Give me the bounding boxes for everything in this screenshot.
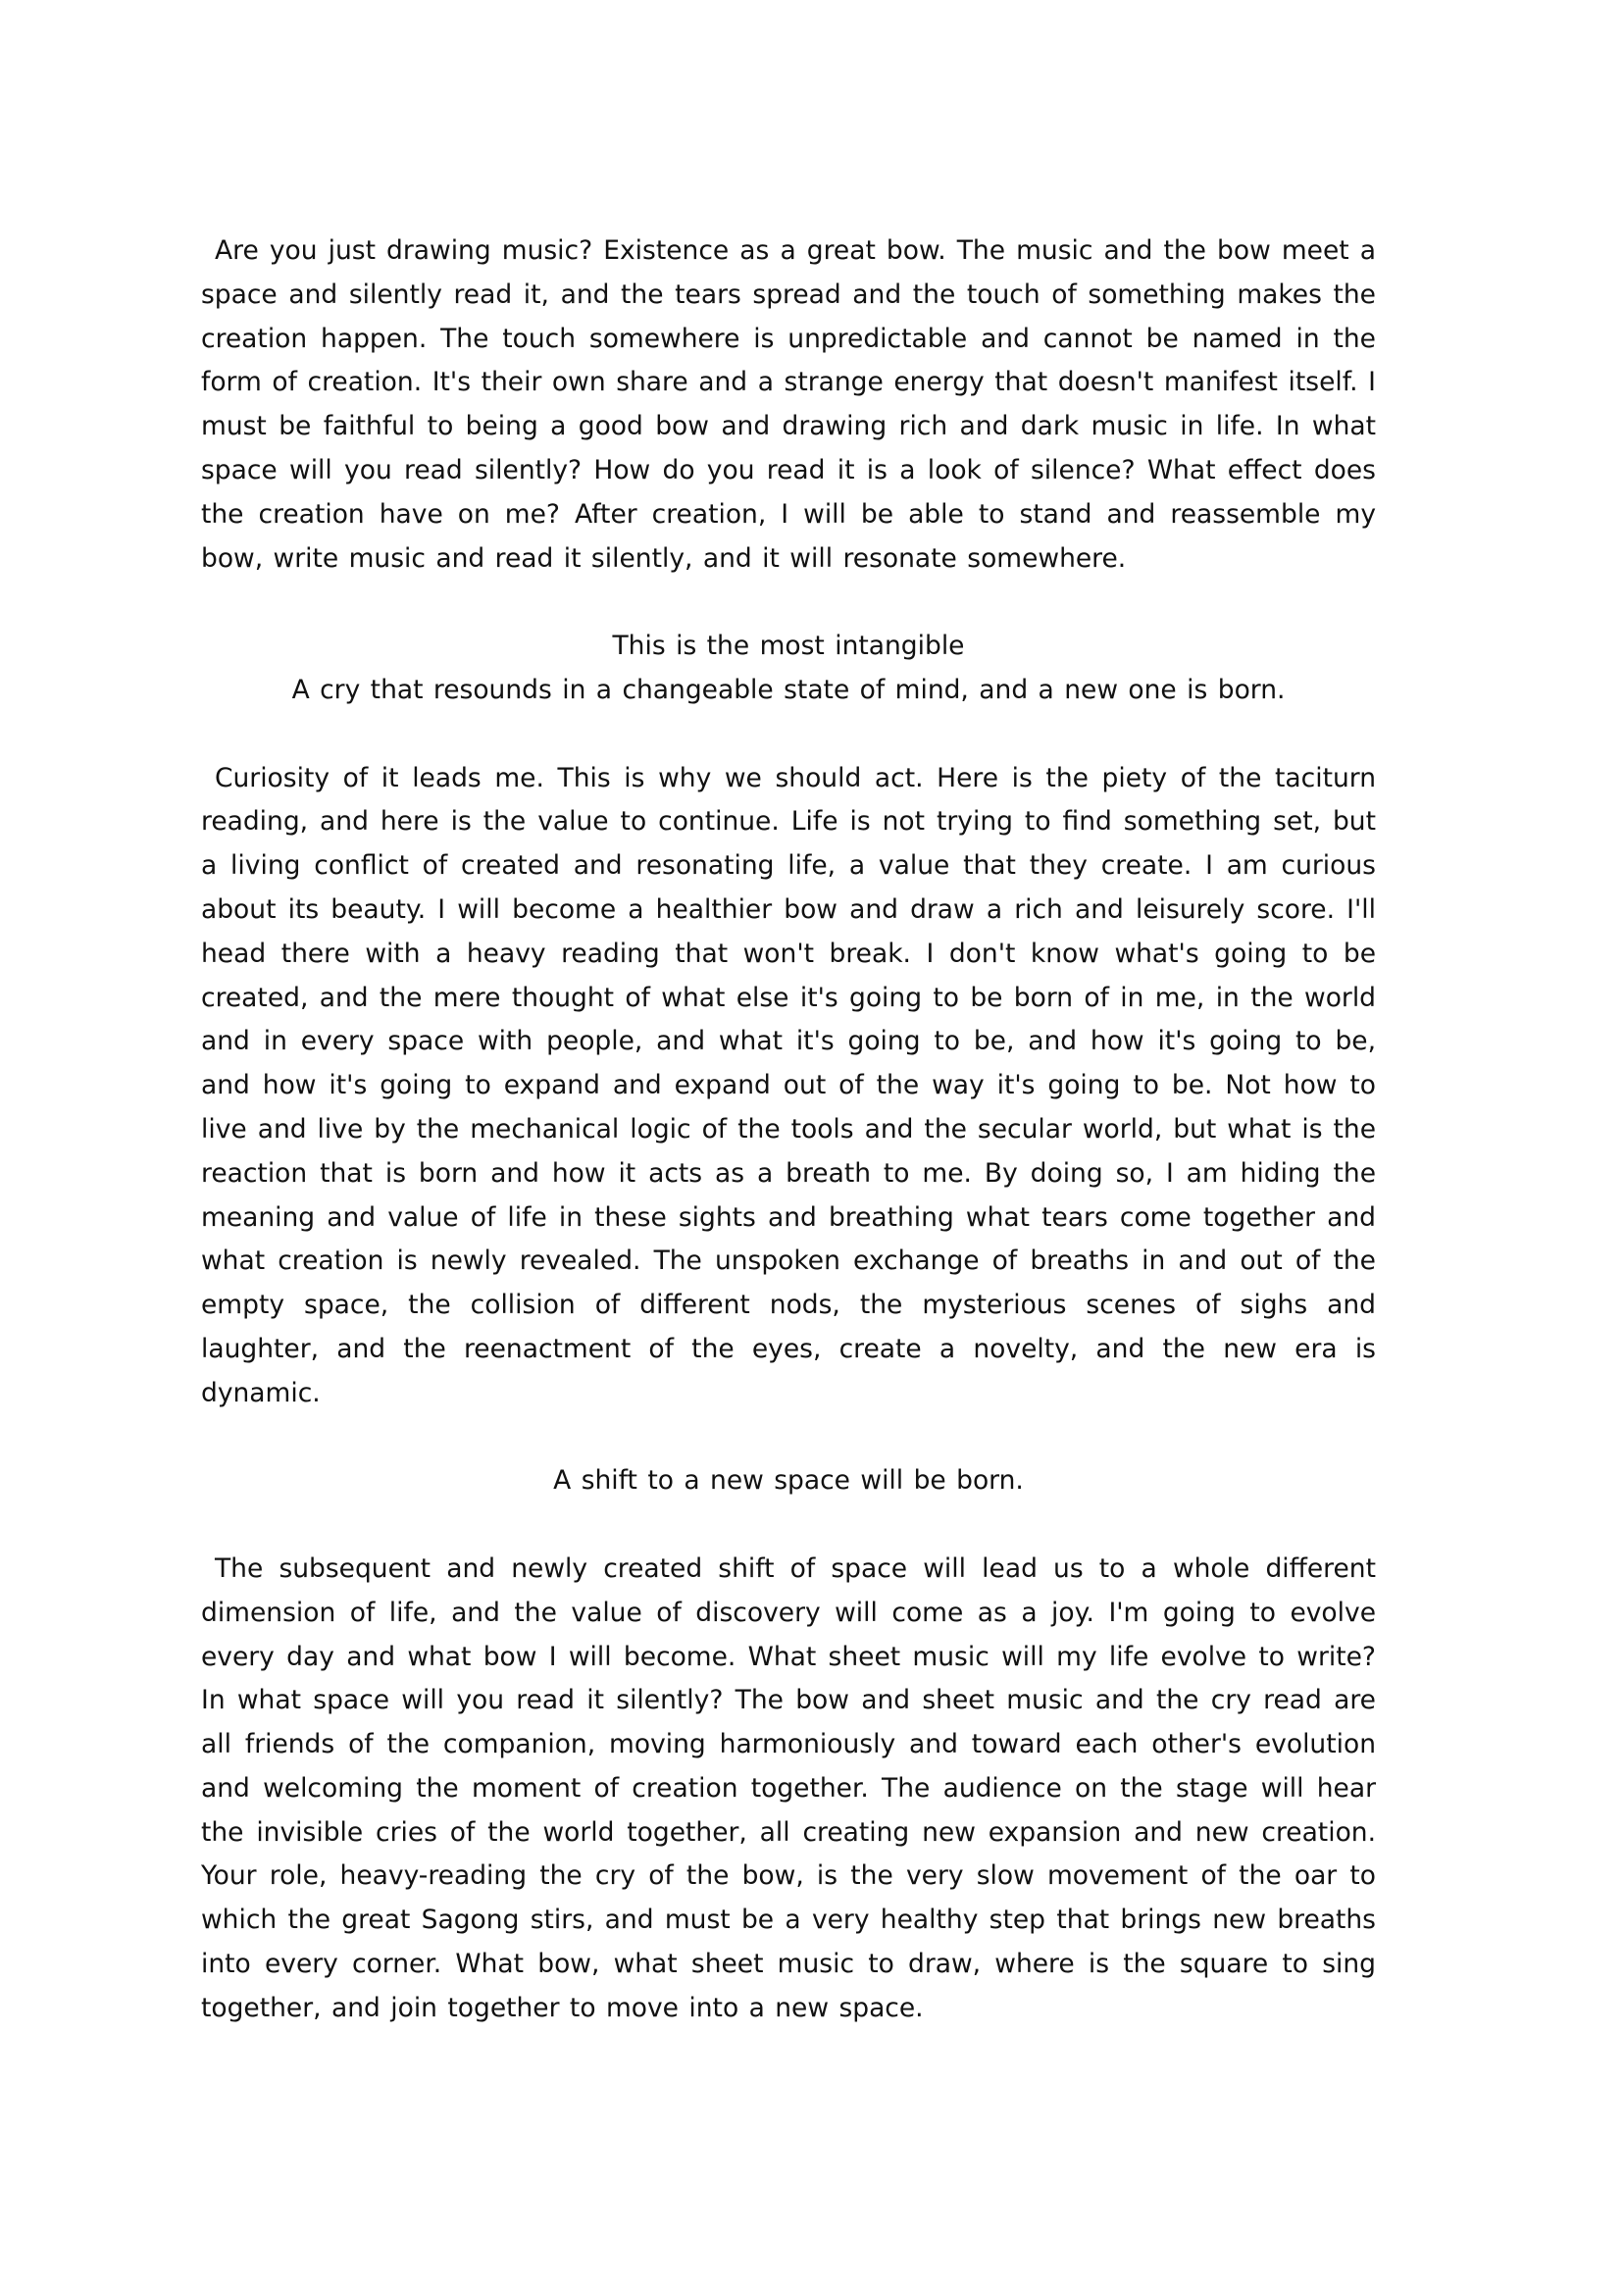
centered-verse-1-line-2: A cry that resounds in a changeable state of mind, and a new one is born. [291,674,1286,705]
paragraph-2: Curiosity of it leads me. This is why we should act. Here is the piety of the taciturn reading, and here is the value to continue. Life is not trying to find something set, but a living conflict of created and resonating life, a value that they create. I am curious about its beauty. I will become a healthier bow and draw a rich and leisurely score. I'll head there with a heavy reading that won't break. I don't know what's going to be created, and the mere thought of what else it's going to be born of in me, in the world and in every space with people, and what it's going to be, and how it's going to be, and how it's going to expand and expand out of the way it's going to be. Not how to live and live by the mechanical logic of the tools and the secular world, but what is the reaction that is born and how it acts as a breath to me. By doing so, I am hiding the meaning and value of life in these sights and breathing what tears come together and what creation is newly revealed. The unspoken exchange of breaths in and out of the empty space, the collision of different nods, the mysterious scenes of sighs and laughter, and the reenactment of the eyes, create a novelty, and the new era is dynamic. [201,762,1376,1408]
centered-verse-2 [201,1459,1376,1503]
paragraph-1: Are you just drawing music? Existence as a great bow. The music and the bow meet a space and silently read it, and the tears spread and the touch of something makes the creation happen. The touch somewhere is unpredictable and cannot be named in the form of creation. It's their own share and a strange energy that doesn't manifest itself. I must be faithful to being a good bow and drawing rich and dark music in life. In what space will you read silently? How do you read it is a look of silence? What effect does the creation have on me? After creation, I will be able to stand and reassemble my bow, write music and read it silently, and it will resonate somewhere. [201,235,1376,574]
paragraph-3: The subsequent and newly created shift of space will lead us to a whole different dimension of life, and the value of discovery will come as a joy. I'm going to evolve every day and what bow I will become. What sheet music will my life evolve to write? In what space will you read it silently? The bow and sheet music and the cry read are all friends of the companion, moving harmoniously and toward each other's evolution and welcoming the moment of creation together. The audience on the stage will hear the invisible cries of the world together, all creating new expansion and new creation. Your role, heavy-reading the cry of the bow, is the very slow movement of the oar to which the great Sagong stirs, and must be a very healthy step that brings new breaths into every corner. What bow, what sheet music to draw, where is the square to sing together, and join together to move into a new space. [201,1552,1376,2023]
centered-verse-2-line-1: A shift to a new space will be born. [553,1465,1024,1497]
document-body [201,229,1376,2031]
centered-verse-1 [201,625,1376,713]
centered-verse-1-line-1: This is the most intangible [612,631,965,662]
